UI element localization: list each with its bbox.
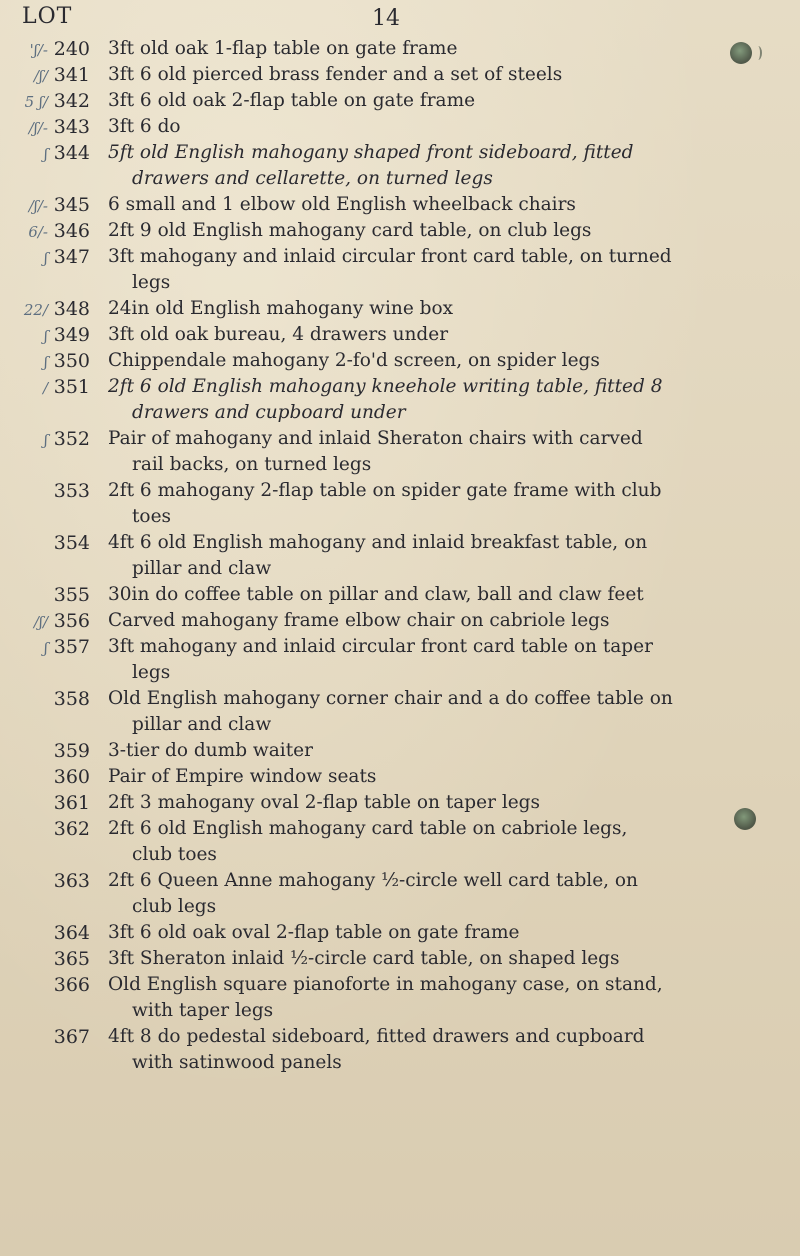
- lot-description-line: Old English mahogany corner chair and a do coffee table on: [108, 688, 673, 709]
- lot-row: [0, 62, 800, 88]
- lot-description-line: rail backs, on turned legs: [132, 454, 372, 475]
- lot-description: [108, 920, 798, 946]
- lot-description: [108, 790, 798, 816]
- lot-row: [0, 478, 800, 530]
- handwritten-price-note: [0, 1024, 48, 1029]
- lot-description-line: 2ft 6 old English mahogany kneehole writing table, fitted 8: [108, 376, 663, 397]
- lot-number: 347: [53, 246, 90, 268]
- lot-description: [108, 608, 798, 634]
- lot-description-line: 3ft 6 do: [108, 116, 181, 137]
- lot-number: 344: [53, 142, 90, 164]
- lot-number: 359: [53, 740, 90, 762]
- lot-number: 353: [53, 480, 90, 502]
- lot-row: [0, 764, 800, 790]
- lot-description: [108, 530, 798, 582]
- handwritten-price-note: 'ʃ/-: [29, 41, 48, 59]
- lot-description-line: Carved mahogany frame elbow chair on cabriole legs: [108, 610, 610, 631]
- lot-row: [0, 1024, 800, 1076]
- lot-row: [0, 790, 800, 816]
- lot-number: 343: [53, 116, 90, 138]
- lot-number: 355: [53, 584, 90, 606]
- lot-number: 356: [53, 610, 90, 632]
- lot-number: 366: [53, 974, 90, 996]
- lot-description: [108, 322, 798, 348]
- lot-number: 361: [53, 792, 90, 814]
- lot-number: 341: [53, 64, 90, 86]
- lot-description-line: 2ft 6 Queen Anne mahogany ½-circle well card table, on: [108, 870, 638, 891]
- lot-description-line: 3ft old oak bureau, 4 drawers under: [108, 324, 449, 345]
- lot-description: [108, 218, 798, 244]
- lot-description-line: drawers and cupboard under: [132, 402, 406, 423]
- lot-number: 364: [53, 922, 90, 944]
- handwritten-price-note: ʃ: [43, 249, 48, 267]
- lot-number: 342: [53, 90, 90, 112]
- lot-description-line: 3-tier do dumb waiter: [108, 740, 313, 761]
- lot-description-line: 5ft old English mahogany shaped front sideboard, fitted: [108, 142, 634, 163]
- handwritten-price-note: /ʃ/-: [28, 119, 48, 137]
- lot-description-line: 30in do coffee table on pillar and claw, ball and claw feet: [108, 584, 644, 605]
- lot-description-line: 2ft 9 old English mahogany card table, on club legs: [108, 220, 592, 241]
- lot-row: [0, 218, 800, 244]
- lot-row: [0, 322, 800, 348]
- handwritten-price-note: ʃ: [43, 353, 48, 371]
- lot-row: [0, 686, 800, 738]
- lot-description: [108, 478, 798, 530]
- handwritten-price-note: 22/: [23, 301, 48, 319]
- lot-description-line: 3ft mahogany and inlaid circular front card table on taper: [108, 636, 653, 657]
- lot-description-line: toes: [132, 506, 172, 527]
- lot-row: [0, 140, 800, 192]
- lot-description-line: with taper legs: [132, 1000, 274, 1021]
- lot-row: [0, 348, 800, 374]
- lot-description: [108, 1024, 798, 1076]
- lot-description-line: 2ft 3 mahogany oval 2-flap table on taper legs: [108, 792, 541, 813]
- lot-description: [108, 348, 798, 374]
- lot-description-line: club legs: [132, 896, 217, 917]
- lot-number: 350: [53, 350, 90, 372]
- lot-description-line: 3ft old oak 1-flap table on gate frame: [108, 38, 458, 59]
- lot-description-line: 3ft Sheraton inlaid ½-circle card table, on shaped legs: [108, 948, 620, 969]
- handwritten-price-note: [0, 686, 48, 691]
- lot-description-line: 3ft 6 old oak 2-flap table on gate frame: [108, 90, 476, 111]
- handwritten-price-note: [0, 790, 48, 795]
- lot-description-line: Chippendale mahogany 2-fo'd screen, on spider legs: [108, 350, 600, 371]
- handwritten-price-note: 6/-: [28, 223, 48, 241]
- lot-description-line: 3ft mahogany and inlaid circular front card table, on turned: [108, 246, 672, 267]
- lot-description-line: legs: [132, 662, 171, 683]
- lot-number: 365: [53, 948, 90, 970]
- lot-row: [0, 634, 800, 686]
- lot-number: 240: [53, 38, 90, 60]
- handwritten-price-note: ʃ: [43, 639, 48, 657]
- lot-row: [0, 192, 800, 218]
- lot-row: [0, 816, 800, 868]
- handwritten-price-note: /ʃ/: [33, 613, 48, 631]
- lot-description: [108, 738, 798, 764]
- lot-description-line: 3ft 6 old pierced brass fender and a set of steels: [108, 64, 563, 85]
- lot-row: [0, 374, 800, 426]
- lot-number: 357: [53, 636, 90, 658]
- handwritten-price-note: [0, 868, 48, 873]
- page-header: [0, 4, 800, 38]
- lot-row: [0, 530, 800, 582]
- lot-description: [108, 374, 798, 426]
- lot-number: 351: [53, 376, 90, 398]
- lot-description: [108, 114, 798, 140]
- handwritten-price-note: ʃ: [43, 145, 48, 163]
- lot-description: [108, 140, 798, 192]
- handwritten-price-note: [0, 530, 48, 535]
- lot-description-line: 4ft 6 old English mahogany and inlaid breakfast table, on: [108, 532, 648, 553]
- lot-row: [0, 738, 800, 764]
- lot-row: [0, 868, 800, 920]
- handwritten-price-note: [0, 738, 48, 743]
- lot-description-line: 4ft 8 do pedestal sideboard, fitted drawers and cupboard: [108, 1026, 645, 1047]
- lot-description: [108, 582, 798, 608]
- lot-row: [0, 608, 800, 634]
- handwritten-price-note: [0, 946, 48, 951]
- lot-row: [0, 972, 800, 1024]
- lot-description-line: Old English square pianoforte in mahogany case, on stand,: [108, 974, 663, 995]
- lot-number: 362: [53, 818, 90, 840]
- lot-description-line: 3ft 6 old oak oval 2-flap table on gate frame: [108, 922, 520, 943]
- lot-row: [0, 244, 800, 296]
- lot-number: 360: [53, 766, 90, 788]
- handwritten-price-note: [0, 816, 48, 821]
- lot-description-line: legs: [132, 272, 171, 293]
- lot-description: [108, 244, 798, 296]
- lot-description-line: drawers and cellarette, on turned legs: [132, 168, 493, 189]
- handwritten-price-note: [0, 478, 48, 483]
- handwritten-price-note: /ʃ/-: [28, 197, 48, 215]
- lot-description: [108, 686, 798, 738]
- handwritten-price-note: [0, 764, 48, 769]
- lot-number: 348: [53, 298, 90, 320]
- handwritten-price-note: [0, 972, 48, 977]
- lot-row: [0, 88, 800, 114]
- handwritten-price-note: [0, 582, 48, 587]
- lot-number: 363: [53, 870, 90, 892]
- lot-description-line: pillar and claw: [132, 558, 272, 579]
- lot-description: [108, 816, 798, 868]
- handwritten-price-note: ʃ: [43, 431, 48, 449]
- lot-number: 349: [53, 324, 90, 346]
- lot-row: [0, 36, 800, 62]
- lot-row: [0, 582, 800, 608]
- lot-number: 345: [53, 194, 90, 216]
- lot-description: [108, 868, 798, 920]
- lot-description: [108, 88, 798, 114]
- lot-description-line: Pair of Empire window seats: [108, 766, 377, 787]
- lot-row: [0, 920, 800, 946]
- handwritten-price-note: ʃ: [43, 327, 48, 345]
- lot-number: 367: [53, 1026, 90, 1048]
- lot-row: [0, 296, 800, 322]
- lot-column-heading: LOT: [22, 4, 73, 29]
- lot-description: [108, 764, 798, 790]
- lot-description-line: 2ft 6 mahogany 2-flap table on spider gate frame with club: [108, 480, 662, 501]
- page-number: 14: [372, 6, 400, 31]
- lot-number: 352: [53, 428, 90, 450]
- lot-description-line: pillar and claw: [132, 714, 272, 735]
- lot-description-line: club toes: [132, 844, 217, 865]
- lot-description: [108, 634, 798, 686]
- handwritten-price-note: [0, 920, 48, 925]
- lot-description-line: 24in old English mahogany wine box: [108, 298, 454, 319]
- lot-row: [0, 946, 800, 972]
- lot-description: [108, 946, 798, 972]
- lot-description: [108, 36, 798, 62]
- lot-description: [108, 62, 798, 88]
- lot-number: 346: [53, 220, 90, 242]
- lot-row: [0, 426, 800, 478]
- lot-description-line: 6 small and 1 elbow old English wheelback chairs: [108, 194, 576, 215]
- lot-number: 354: [53, 532, 90, 554]
- lot-number: 358: [53, 688, 90, 710]
- lot-row: [0, 114, 800, 140]
- lot-description-line: 2ft 6 old English mahogany card table on cabriole legs,: [108, 818, 628, 839]
- lot-description: [108, 192, 798, 218]
- lot-description-line: with satinwood panels: [132, 1052, 342, 1073]
- lot-description: [108, 972, 798, 1024]
- lot-description: [108, 296, 798, 322]
- handwritten-price-note: /ʃ/: [33, 67, 48, 85]
- lot-description-line: Pair of mahogany and inlaid Sheraton chairs with carved: [108, 428, 643, 449]
- lot-description: [108, 426, 798, 478]
- handwritten-price-note: /: [42, 379, 48, 397]
- lot-list: [0, 36, 800, 1076]
- handwritten-price-note: 5 ʃ/: [24, 93, 48, 111]
